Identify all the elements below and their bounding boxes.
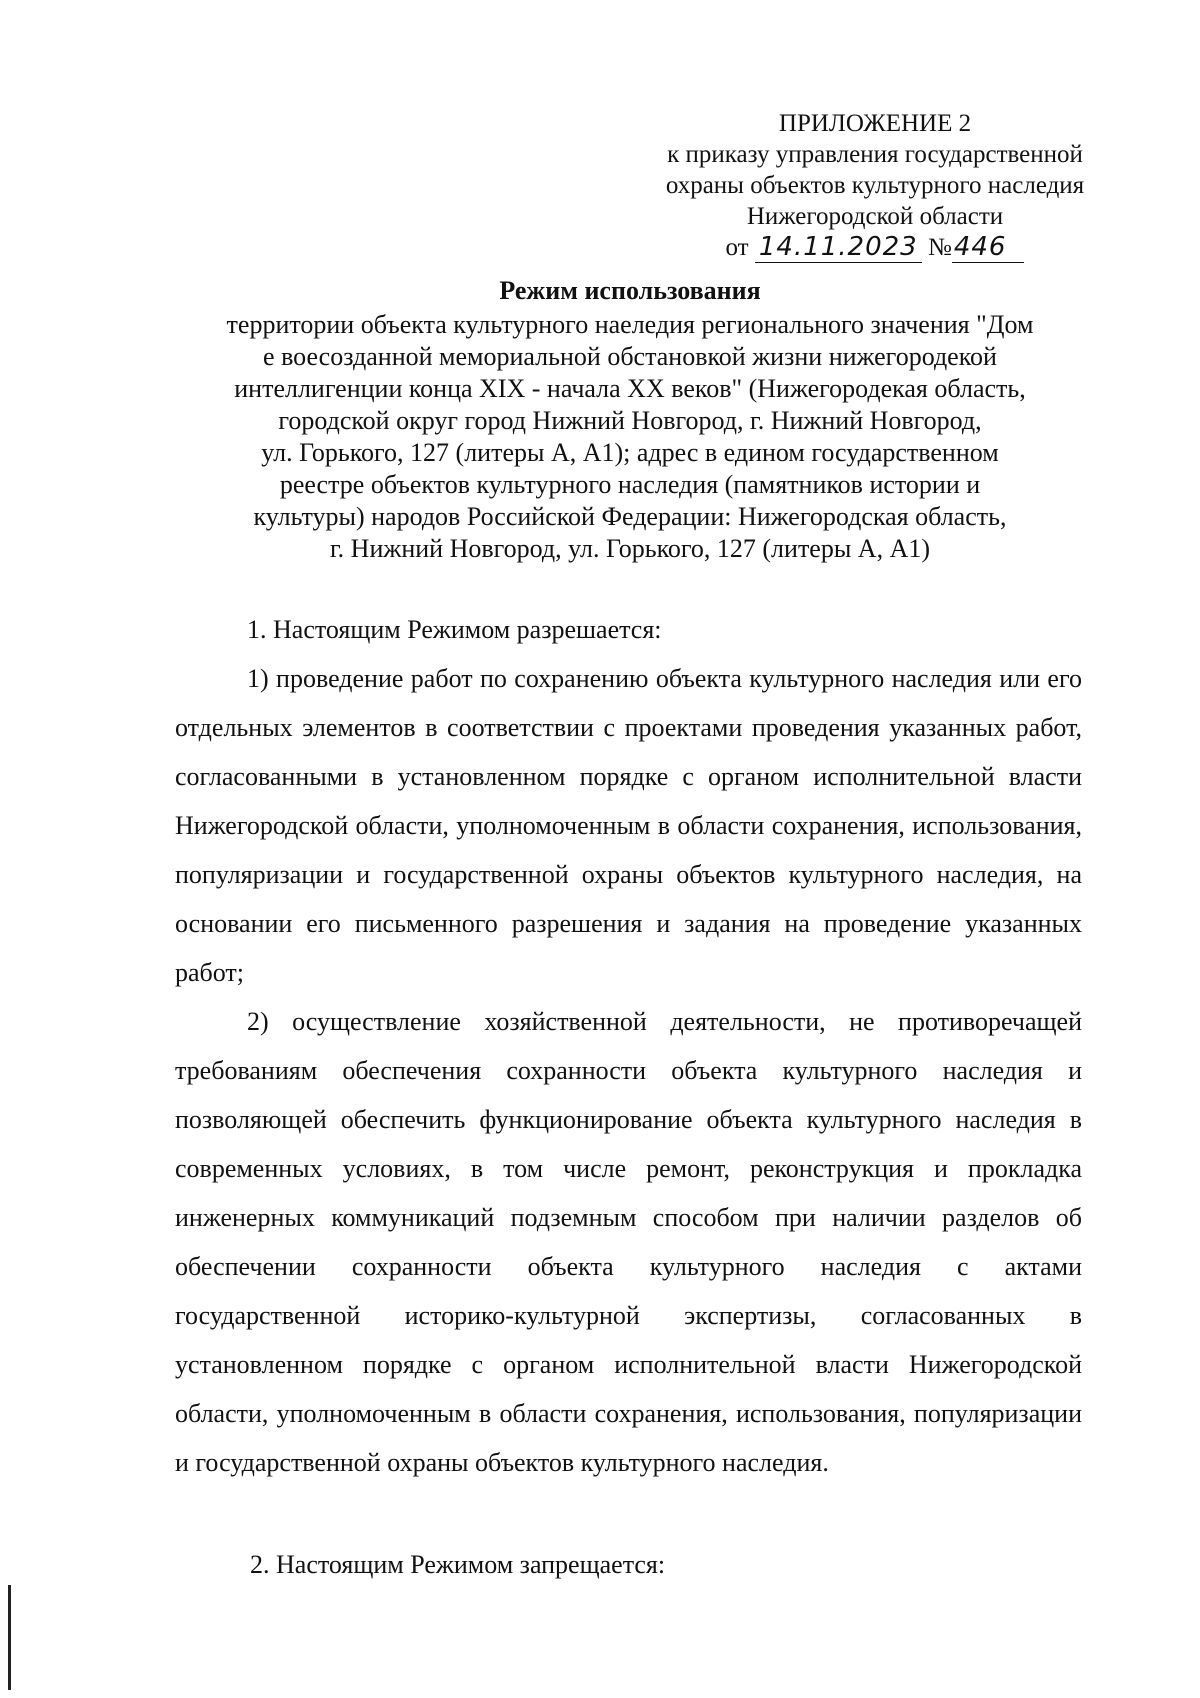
title-line-8: г. Нижний Новгород, ул. Горького, 127 (литеры А, А1) bbox=[329, 534, 931, 563]
appendix-line-3: Нижегородской области bbox=[746, 203, 1004, 230]
handwritten-number: 446 bbox=[952, 232, 1025, 263]
order-date-line bbox=[640, 232, 1110, 263]
document-body bbox=[175, 605, 1082, 1487]
title-line-7: культуры) народов Российской Федерации: Нижегородская область, bbox=[253, 502, 1007, 531]
allowed-item-2: 2) осуществление хозяйственной деятельности, не противоречащей требованиям обеспечения сохранности объекта культурного наследия и позволяющей обеспечить функционирование объекта культурного наследия в современных условиях, в том числе ремонт, реконструкция и прокладка инженерных коммуникаций подземным способом при наличии разделов об обеспечении сохранности объекта культурного наследия с актами государственной историко-культурной экспертизы, согласованных в установленном порядке с органом исполнительной власти Нижегородской области, уполномоченным в области сохранения, использования, популяризации и государственной охраны объектов культурного наследия. bbox=[175, 1007, 1082, 1477]
section-1-heading: 1. Настоящим Режимом разрешается: bbox=[247, 615, 662, 644]
document-title bbox=[170, 275, 1090, 565]
handwritten-date: 14.11.2023 bbox=[755, 232, 922, 263]
date-prefix: от bbox=[725, 234, 749, 261]
section-2-heading: 2. Настоящим Режимом запрещается: bbox=[250, 1550, 666, 1579]
appendix-header bbox=[640, 108, 1110, 263]
appendix-title: ПРИЛОЖЕНИЕ 2 bbox=[778, 110, 972, 137]
title-line-6: реестре объектов культурного наследия (памятников истории и bbox=[279, 470, 981, 499]
scan-edge-mark bbox=[8, 1585, 11, 1690]
title-line-1: территории объекта культурного наеледия регионального значения "Дом bbox=[226, 310, 1034, 339]
title-main: Режим использования bbox=[499, 276, 761, 305]
allowed-item-1: 1) проведение работ по сохранению объекта культурного наследия или его отдельных элементов в соответствии с проектами проведения указанных работ, согласованными в установленном порядке с органом исполнительной власти Нижегородской области, уполномоченным в области сохранения, использования, популяризации и государственной охраны объектов культурного наследия, на основании его письменного разрешения и задания на проведение указанных работ; bbox=[175, 664, 1082, 987]
appendix-line-2: охраны объектов культурного наследия bbox=[665, 172, 1085, 199]
number-prefix: № bbox=[927, 234, 952, 261]
title-line-2: е воесозданной мемориальной обстановкой жизни нижегородекой bbox=[263, 342, 997, 371]
title-line-5: ул. Горького, 127 (литеры А, А1); адрес в едином государственном bbox=[261, 438, 999, 467]
title-line-3: интеллигенции конца XIX - начала XX веков" (Нижегородекая область, bbox=[234, 374, 1026, 403]
title-line-4: городской округ город Нижний Новгород, г. Нижний Новгород, bbox=[278, 406, 982, 435]
appendix-line-1: к приказу управления государственной bbox=[667, 141, 1083, 168]
